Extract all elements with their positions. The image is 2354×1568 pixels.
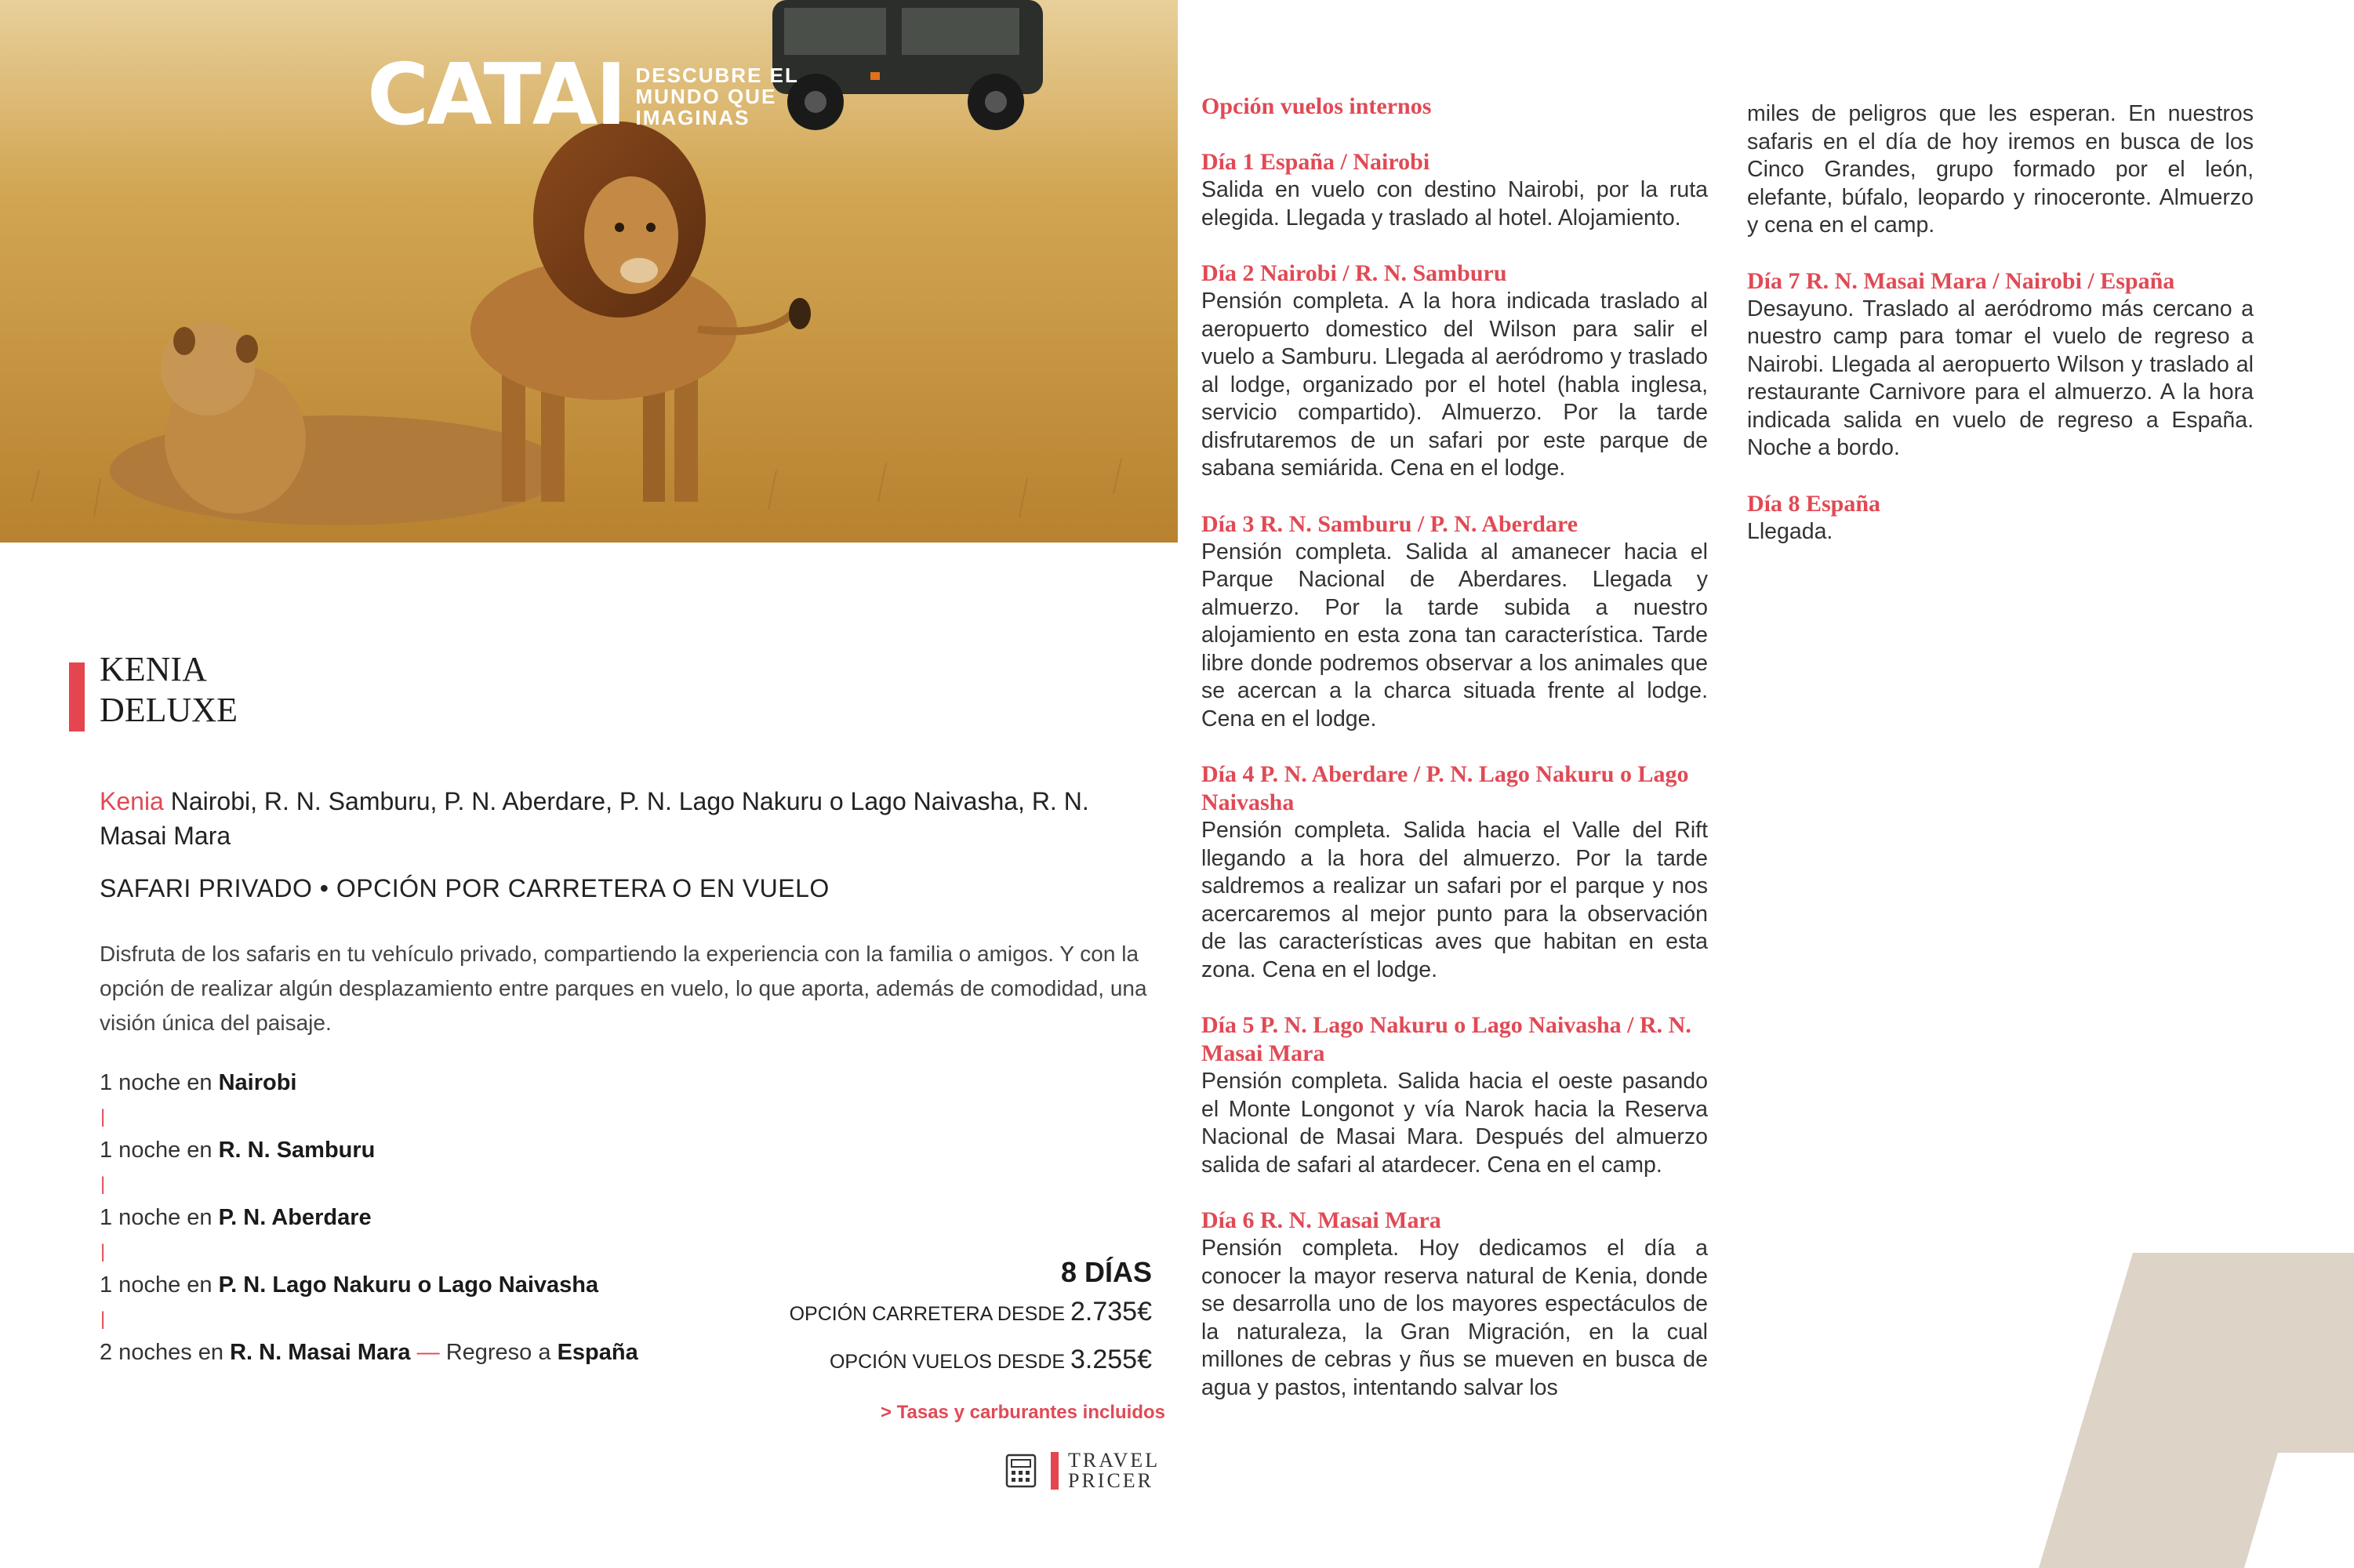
- travel-pricer-logo[interactable]: [1005, 1450, 1160, 1491]
- day-body: Pensión completa. Salida hacia el Valle del Rift llegando a la hora del almuerzo. Por la tarde saldremos a realizar un safari por el parque y nos acercaremos al mejor punto para la observación de las características aves que habitan en esta zona. Cena en el lodge.: [1201, 818, 1708, 982]
- travel-pricer-text: [1068, 1450, 1160, 1491]
- brand-tagline-line: IMAGINAS: [635, 106, 750, 129]
- itinerary-day: [1201, 1207, 1708, 1402]
- price-flight-label: OPCIÓN VUELOS DESDE: [829, 1351, 1066, 1373]
- night-prefix: 1 noche en: [100, 1205, 213, 1230]
- list-item: [100, 1201, 638, 1235]
- title-accent-bar: [69, 662, 85, 731]
- itinerary-day: [1747, 267, 2254, 463]
- list-item: [100, 1066, 638, 1100]
- itinerary-day: [1201, 1011, 1708, 1179]
- brand-tagline: [636, 65, 801, 129]
- travel-pricer-line: PRICER: [1068, 1469, 1154, 1492]
- night-prefix: 1 noche en: [100, 1070, 213, 1095]
- list-item: [100, 1134, 638, 1167]
- night-place: Nairobi: [218, 1070, 297, 1095]
- night-dash: —: [416, 1340, 440, 1365]
- price-road: [790, 1297, 1152, 1327]
- price-flight-amount: 3.255€: [1070, 1345, 1152, 1374]
- day-body: miles de peligros que les esperan. En nuestros safaris en el día de hoy iremos en busca de los Cinco Grandes, grupo formado por el león, elefante, búfalo, leopardo y rinoceronte. Almuerzo y cena en el camp.: [1747, 101, 2254, 238]
- travel-pricer-line: TRAVEL: [1068, 1449, 1161, 1472]
- itinerary-column-1: [1201, 93, 1708, 1429]
- route: [100, 784, 1162, 853]
- itinerary-day: [1201, 260, 1708, 483]
- day-title: Día 6 R. N. Masai Mara: [1201, 1207, 1441, 1233]
- list-item: [100, 1336, 638, 1370]
- page-title: [100, 649, 238, 731]
- day-title: Día 5 P. N. Lago Nakuru o Lago Naivasha / R. N. Masai Mara: [1201, 1012, 1691, 1066]
- day-title: Día 3 R. N. Samburu / P. N. Aberdare: [1201, 510, 1578, 537]
- day-body: Salida en vuelo con destino Nairobi, por la ruta elegida. Llegada y traslado al hotel. Alojamiento.: [1201, 177, 1708, 230]
- route-country: Kenia: [100, 787, 164, 815]
- list-separator: |: [100, 1241, 106, 1262]
- day-body: Pensión completa. A la hora indicada traslado al aeropuerto domestico del Wilson para salir el vuelo a Samburu. Llegada al aeródromo y traslado al lodge, organizado por el hotel (habla inglesa, servicio compartido). Almuerzo. Por la tarde disfrutaremos de un safari por este parque de sabana semiárida. Cena en el lodge.: [1201, 289, 1708, 481]
- taxes-link[interactable]: > Tasas y carburantes incluidos: [880, 1402, 1165, 1423]
- decorative-corner-shape: [2039, 1253, 2354, 1568]
- title-line: KENIA: [100, 650, 207, 688]
- travel-pricer-bar: [1051, 1452, 1059, 1490]
- list-separator: |: [100, 1174, 106, 1195]
- itinerary-day: [1201, 760, 1708, 984]
- route-places: Nairobi, R. N. Samburu, P. N. Aberdare, P. N. Lago Nakuru o Lago Naivasha, R. N. Masai Mara: [100, 787, 1089, 850]
- calculator-icon: [1005, 1454, 1037, 1488]
- night-prefix: 2 noches en: [100, 1340, 224, 1365]
- itinerary-day: [1201, 510, 1708, 734]
- itinerary-day-continued: [1747, 100, 2254, 240]
- day-title: Día 8 España: [1747, 490, 1881, 517]
- itinerary-day: [1747, 490, 2254, 546]
- list-item: [100, 1269, 638, 1302]
- day-body: Pensión completa. Salida hacia el oeste pasando el Monte Longonot y vía Narok hacia la Reserva Nacional de Masai Mara. Después del almuerzo salida de safari al atardecer. Cena en el camp.: [1201, 1069, 1708, 1178]
- brand-tagline-line: DESCUBRE EL: [635, 64, 799, 87]
- day-body: Pensión completa. Hoy dedicamos el día a conocer la mayor reserva natural de Kenia, donde se desarrolla uno de los mayores espectáculos de la naturaleza, la Gran Migración, en la cual millones de cebras y ñus se mueven en busca de agua y pastos, intentando salvar los: [1201, 1236, 1708, 1400]
- tour-subtitle: SAFARI PRIVADO • OPCIÓN POR CARRETERA O EN VUELO: [100, 874, 830, 902]
- price-road-amount: 2.735€: [1070, 1297, 1152, 1327]
- hero-photo: [0, 0, 1178, 543]
- brand-tagline-line: MUNDO QUE: [635, 85, 777, 108]
- day-body: Pensión completa. Salida al amanecer hacia el Parque Nacional de Aberdares. Llegada y almuerzo. Por la tarde subida a nuestro alojamiento en esta zona tan característica. Tarde libre donde podremos observar a los animales que se acercan a la charca situada frente al lodge. Cena en el lodge.: [1201, 539, 1708, 731]
- nights-list: [100, 1066, 638, 1370]
- itinerary-section-title: Opción vuelos internos: [1201, 93, 1432, 119]
- night-place: R. N. Samburu: [218, 1138, 376, 1163]
- day-title: Día 1 España / Nairobi: [1201, 149, 1430, 175]
- day-title: Día 2 Nairobi / R. N. Samburu: [1201, 260, 1507, 286]
- tour-intro: Disfruta de los safaris en tu vehículo privado, compartiendo la experiencia con la familia o amigos. Y con la opción de realizar algún desplazamiento entre parques en vuelo, lo que aporta, además de comodidad, una visión única del paisaje.: [100, 942, 1147, 1035]
- list-separator: |: [100, 1308, 106, 1330]
- day-title: Día 4 P. N. Aberdare / P. N. Lago Nakuru o Lago Naivasha: [1201, 761, 1689, 815]
- price-road-label: OPCIÓN CARRETERA DESDE: [789, 1303, 1066, 1325]
- day-title: Día 7 R. N. Masai Mara / Nairobi / España: [1747, 267, 2175, 294]
- return-place: España: [557, 1340, 638, 1365]
- night-place: P. N. Aberdare: [218, 1205, 372, 1230]
- night-place: R. N. Masai Mara: [230, 1340, 411, 1365]
- night-prefix: 1 noche en: [100, 1272, 213, 1298]
- night-place: P. N. Lago Nakuru o Lago Naivasha: [218, 1272, 599, 1298]
- day-body: Llegada.: [1747, 518, 1833, 544]
- return-prefix: Regreso a: [445, 1340, 551, 1365]
- duration: 8 DÍAS: [1060, 1256, 1152, 1288]
- price-box: [790, 1256, 1152, 1375]
- night-prefix: 1 noche en: [100, 1138, 213, 1163]
- brand-logo: [367, 46, 801, 144]
- brand-name: CATAI: [367, 46, 625, 144]
- price-flight: [790, 1345, 1152, 1375]
- day-body: Desayuno. Traslado al aeródromo más cercano a nuestro camp para tomar el vuelo de regreso a Nairobi. Llegada al aeropuerto Wilson y traslado al restaurante Carnivore para el almuerzo. A la hora indicada salida en vuelo de regreso a España. Noche a bordo.: [1747, 296, 2254, 460]
- itinerary-day: [1201, 148, 1708, 232]
- itinerary-column-2: [1747, 100, 2254, 573]
- title-line: DELUXE: [100, 691, 238, 729]
- list-separator: |: [100, 1106, 106, 1127]
